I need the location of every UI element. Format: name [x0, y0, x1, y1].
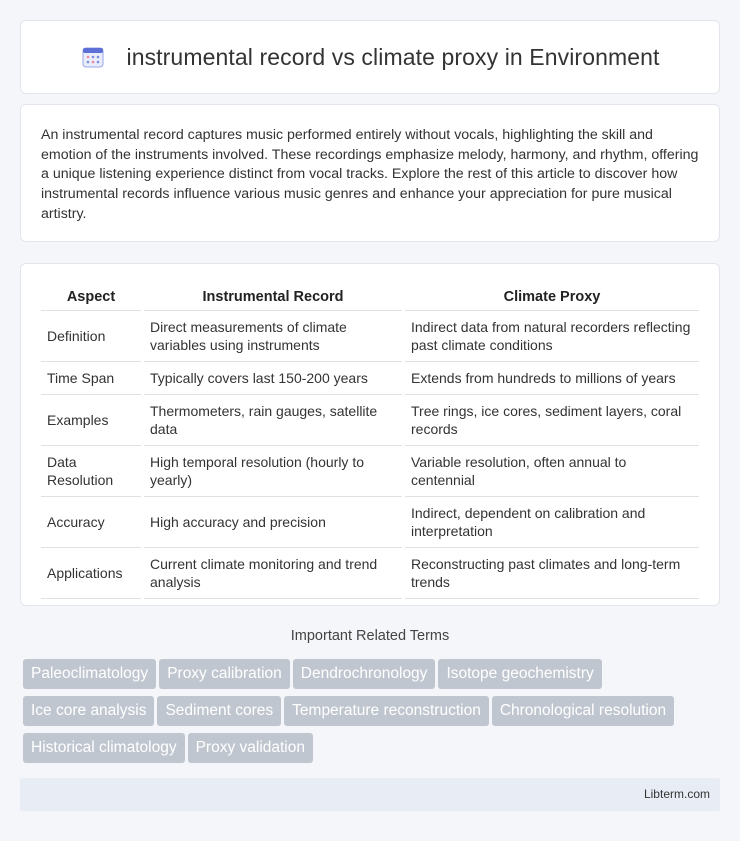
row-instrumental: Thermometers, rain gauges, satellite data: [144, 395, 402, 446]
footer-site-link[interactable]: Libterm.com: [643, 787, 710, 801]
row-proxy: Extends from hundreds to millions of years: [405, 362, 699, 395]
table-row: [41, 446, 699, 497]
row-instrumental: Direct measurements of climate variables using instruments: [144, 311, 402, 362]
row-proxy: Tree rings, ice cores, sediment layers, coral records: [405, 395, 699, 446]
row-proxy: Indirect data from natural recorders reflecting past climate conditions: [405, 311, 699, 362]
table-header-row: [41, 284, 699, 311]
related-terms-title: Important Related Terms: [290, 628, 450, 644]
row-instrumental: Typically covers last 150-200 years: [144, 362, 402, 395]
header-card: [20, 20, 720, 94]
row-aspect: Accuracy: [41, 497, 141, 548]
related-term-tag[interactable]: Proxy validation: [188, 733, 313, 763]
row-instrumental: High temporal resolution (hourly to yearly): [144, 446, 402, 497]
row-aspect: Applications: [41, 548, 141, 599]
column-header-proxy: Climate Proxy: [405, 284, 699, 311]
footer: [20, 778, 720, 811]
related-terms-list: [23, 659, 723, 770]
related-term-tag[interactable]: Sediment cores: [157, 696, 281, 726]
row-aspect: Examples: [41, 395, 141, 446]
intro-text: An instrumental record captures music performed entirely without vocals, highlighting the skill and emotion of the instruments involved. These recordings emphasize melody, harmony, and rhythm, offering a unique listening experience distinct from vocal tracks. Explore the rest of this article to discover how instrumental records influence various music genres and enhance your appreciation for pure musical artistry.: [41, 127, 699, 222]
row-instrumental: High accuracy and precision: [144, 497, 402, 548]
table-row: [41, 548, 699, 599]
comparison-card: [20, 263, 720, 606]
page-title: instrumental record vs climate proxy in Environment: [126, 43, 660, 70]
related-term-tag[interactable]: Historical climatology: [23, 733, 185, 763]
related-term-tag[interactable]: Ice core analysis: [23, 696, 154, 726]
column-header-aspect: Aspect: [41, 284, 141, 311]
related-term-tag[interactable]: Isotope geochemistry: [438, 659, 601, 689]
related-term-tag[interactable]: Paleoclimatology: [23, 659, 156, 689]
row-aspect: Time Span: [41, 362, 141, 395]
calendar-icon: [80, 44, 106, 70]
row-proxy: Reconstructing past climates and long-term trends: [405, 548, 699, 599]
table-row: [41, 362, 699, 395]
table-row: [41, 311, 699, 362]
intro-card: [20, 104, 720, 242]
related-term-tag[interactable]: Proxy calibration: [159, 659, 290, 689]
related-term-tag[interactable]: Dendrochronology: [293, 659, 436, 689]
column-header-instrumental: Instrumental Record: [144, 284, 402, 311]
row-aspect: Data Resolution: [41, 446, 141, 497]
table-row: [41, 497, 699, 548]
comparison-table: [41, 284, 699, 599]
table-row: [41, 395, 699, 446]
row-proxy: Variable resolution, often annual to centennial: [405, 446, 699, 497]
related-term-tag[interactable]: Chronological resolution: [492, 696, 674, 726]
row-aspect: Definition: [41, 311, 141, 362]
row-instrumental: Current climate monitoring and trend analysis: [144, 548, 402, 599]
related-term-tag[interactable]: Temperature reconstruction: [284, 696, 489, 726]
row-proxy: Indirect, dependent on calibration and interpretation: [405, 497, 699, 548]
